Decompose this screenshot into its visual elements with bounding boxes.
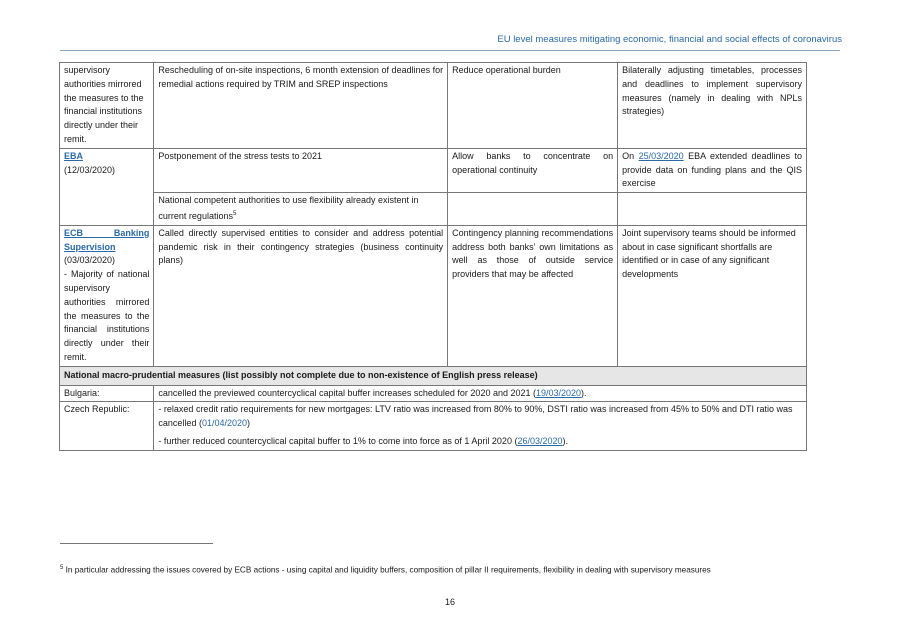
footnote-text: In particular addressing the issues covered by ECB actions - using capital and liquidity buffers, composition of pillar II requirements, flexibility in dealing with supervisory measures — [65, 565, 711, 575]
ecb-link[interactable]: ECB Banking Supervision — [64, 227, 150, 252]
measure-end: ) — [247, 418, 250, 429]
detail-cell: Joint supervisory teams should be informed about in case significant shortfalls are identified or in case of any significant developments — [618, 225, 807, 366]
objective-cell: Allow banks to concentrate on operational continuity — [448, 148, 618, 192]
detail-prefix: On — [622, 150, 635, 161]
footnote-ref[interactable]: 5 — [232, 210, 237, 217]
country-measure-cell — [154, 402, 807, 450]
objective-cell: Contingency planning recommendations address both banks’ own limitations as well as those of outside service providers that may be affected — [448, 225, 618, 366]
table-row — [60, 225, 807, 366]
table-row — [60, 385, 807, 402]
header-divider — [60, 50, 840, 51]
ecb-date: (03/03/2020) — [64, 255, 116, 266]
table-row — [60, 402, 807, 450]
country-measure-cell — [154, 385, 807, 402]
measure-text: National competent authorities to use flexibility already existent in current regulations — [158, 195, 419, 221]
measure-cell: Called directly supervised entities to consider and address potential pandemic risk in their contingency strategies (business continuity plans) — [154, 225, 448, 366]
eba-link[interactable]: EBA — [64, 150, 84, 161]
czech-date-link-2[interactable]: 26/03/2020 — [517, 435, 563, 446]
institution-cell — [60, 148, 154, 225]
country-cell: Czech Republic: — [60, 402, 154, 450]
czech-date-link-1[interactable]: 01/04/2020 — [201, 418, 247, 429]
section-title: National macro-prudential measures (list possibly not complete due to non-existence of English press release) — [60, 366, 807, 385]
eba-date: (12/03/2020) — [64, 164, 116, 175]
institution-cell — [60, 225, 154, 366]
detail-cell — [618, 193, 807, 226]
page-number: 16 — [444, 597, 455, 607]
detail-cell: Bilaterally adjusting timetables, processes and deadlines to implement supervisory measures (namely in dealing with NPLs strategies) — [618, 63, 807, 149]
institution-cell: supervisory authorities mirrored the measures to the financial institutions directly under their remit. — [60, 63, 154, 149]
measure-cell — [154, 193, 448, 226]
measure-text: cancelled the previewed countercyclical capital buffer increases scheduled for 2020 and 2021 ( — [158, 387, 536, 398]
country-cell: Bulgaria: — [60, 385, 154, 402]
measure-end: ). — [562, 435, 568, 446]
table-row — [60, 148, 807, 192]
page-header: EU level measures mitigating economic, financial and social effects of coronavirus — [497, 34, 842, 45]
czech-measure-1 — [158, 403, 802, 435]
table-row — [60, 193, 807, 226]
section-header-row — [60, 366, 807, 385]
footnote-number: 5 — [60, 565, 64, 571]
objective-cell: Reduce operational burden — [448, 63, 618, 149]
detail-text: EBA extended deadlines to provide data on funding plans and the QIS exercise — [622, 150, 802, 189]
table-row — [60, 63, 807, 149]
ecb-note: - Majority of national supervisory authorities mirrored the measures to the financial institutions directly under their remit. — [64, 269, 150, 362]
measure-cell: Postponement of the stress tests to 2021 — [154, 148, 448, 192]
detail-cell — [618, 148, 807, 192]
measures-table — [59, 62, 807, 451]
czech-measure-2 — [158, 435, 802, 449]
measure-text: - further reduced countercyclical capital buffer to 1% to come into force as of 1 April 2020 ( — [158, 435, 518, 446]
objective-cell — [448, 193, 618, 226]
measure-end: ). — [581, 387, 587, 398]
bulgaria-date-link[interactable]: 19/03/2020 — [536, 387, 582, 398]
measure-text: - relaxed credit ratio requirements for new mortgages: LTV ratio was increased from 80% to 90%, DSTI ratio was increased from 45% to 50% and DTI ratio was cancelled ( — [158, 404, 793, 429]
eba-date-link[interactable]: 25/03/2020 — [638, 150, 684, 161]
footnote-divider — [60, 543, 213, 544]
measure-cell: Rescheduling of on-site inspections, 6 month extension of deadlines for remedial actions required by TRIM and SREP inspections — [154, 63, 448, 149]
footnote — [60, 562, 842, 577]
